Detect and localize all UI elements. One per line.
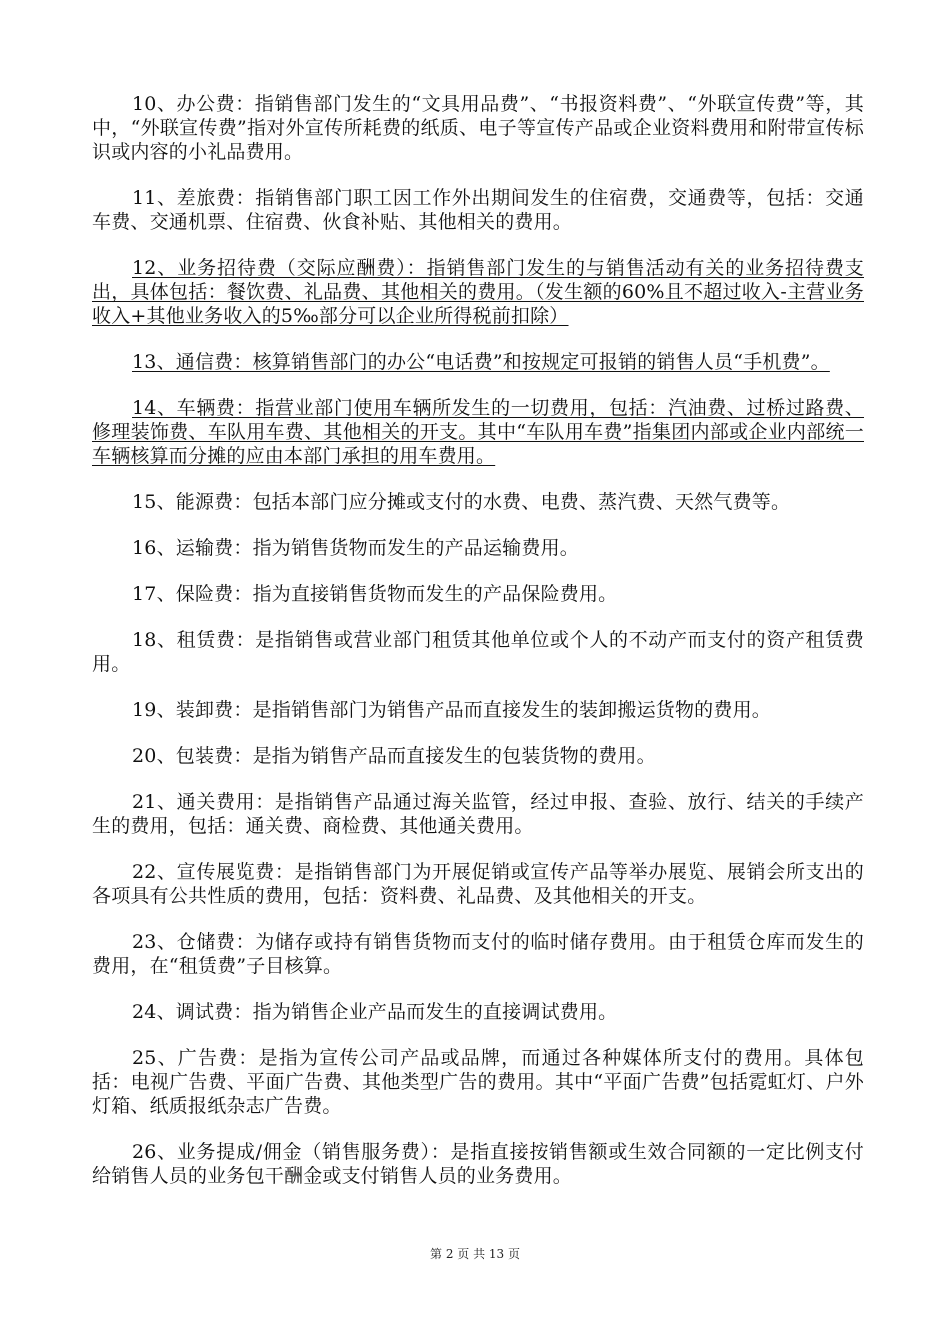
paragraph-packaging-expense: 20、包装费：是指为销售产品而直接发生的包装货物的费用。 (132, 745, 656, 767)
document-page (92, 92, 864, 1210)
paragraph-travel-expense: 11、差旅费：指销售部门职工因工作外出期间发生的住宿费，交通费等，包括：交通车费、交通机票、住宿费、伙食补贴、其他相关的费用。 (92, 187, 864, 233)
paragraph-advertising-expense: 25、广告费：是指为宣传公司产品或品牌，而通过各种媒体所支付的费用。具体包括：电视广告费、平面广告费、其他类型广告的费用。其中“平面广告费”包括霓虹灯、户外灯箱、纸质报纸杂志广告费。 (92, 1047, 864, 1117)
paragraph-handling-expense: 19、装卸费：是指销售部门为销售产品而直接发生的装卸搬运货物的费用。 (132, 699, 771, 721)
paragraph-communication-expense: 13、通信费：核算销售部门的办公“电话费”和按规定可报销的销售人员“手机费”。 (132, 351, 830, 373)
paragraph-exhibition-expense: 22、宣传展览费：是指销售部门为开展促销或宣传产品等举办展览、展销会所支出的各项具有公共性质的费用，包括：资料费、礼品费、及其他相关的开支。 (92, 861, 864, 907)
paragraph-debugging-expense: 24、调试费：指为销售企业产品而发生的直接调试费用。 (132, 1001, 618, 1023)
paragraph-commission-expense: 26、业务提成/佣金（销售服务费）：是指直接按销售额或生效合同额的一定比例支付给销售人员的业务包干酬金或支付销售人员的业务费用。 (92, 1141, 864, 1187)
page-footer: 第 2 页 共 13 页 (430, 1247, 520, 1261)
paragraph-customs-expense: 21、通关费用：是指销售产品通过海关监管，经过申报、查验、放行、结关的手续产生的费用，包括：通关费、商检费、其他通关费用。 (92, 791, 864, 837)
paragraph-insurance-expense: 17、保险费：指为直接销售货物而发生的产品保险费用。 (132, 583, 618, 605)
paragraph-vehicle-expense: 14、车辆费：指营业部门使用车辆所发生的一切费用，包括：汽油费、过桥过路费、修理装饰费、车队用车费、其他相关的开支。其中“车队用车费”指集团内部或企业内部统一车辆核算而分摊的应由本部门承担的用车费用。 (92, 397, 864, 467)
paragraph-storage-expense: 23、仓储费：为储存或持有销售货物而支付的临时储存费用。由于租赁仓库而发生的费用，在“租赁费”子目核算。 (92, 931, 864, 977)
paragraph-energy-expense: 15、能源费：包括本部门应分摊或支付的水费、电费、蒸汽费、天然气费等。 (132, 491, 791, 513)
paragraph-transport-expense: 16、运输费：指为销售货物而发生的产品运输费用。 (132, 537, 579, 559)
paragraph-office-expense: 10、办公费：指销售部门发生的“文具用品费”、“书报资料费”、“外联宣传费”等，其中，“外联宣传费”指对外宣传所耗费的纸质、电子等宣传产品或企业资料费用和附带宣传标识或内容的小礼品费用。 (92, 93, 864, 163)
paragraph-entertainment-expense: 12、业务招待费（交际应酬费）：指销售部门发生的与销售活动有关的业务招待费支出，具体包括：餐饮费、礼品费、其他相关的费用。（发生额的60%且不超过收入-主营业务收入+其他业务收入的5‰部分可以企业所得税前扣除） (92, 257, 864, 327)
paragraph-lease-expense: 18、租赁费：是指销售或营业部门租赁其他单位或个人的不动产而支付的资产租赁费用。 (92, 629, 864, 675)
